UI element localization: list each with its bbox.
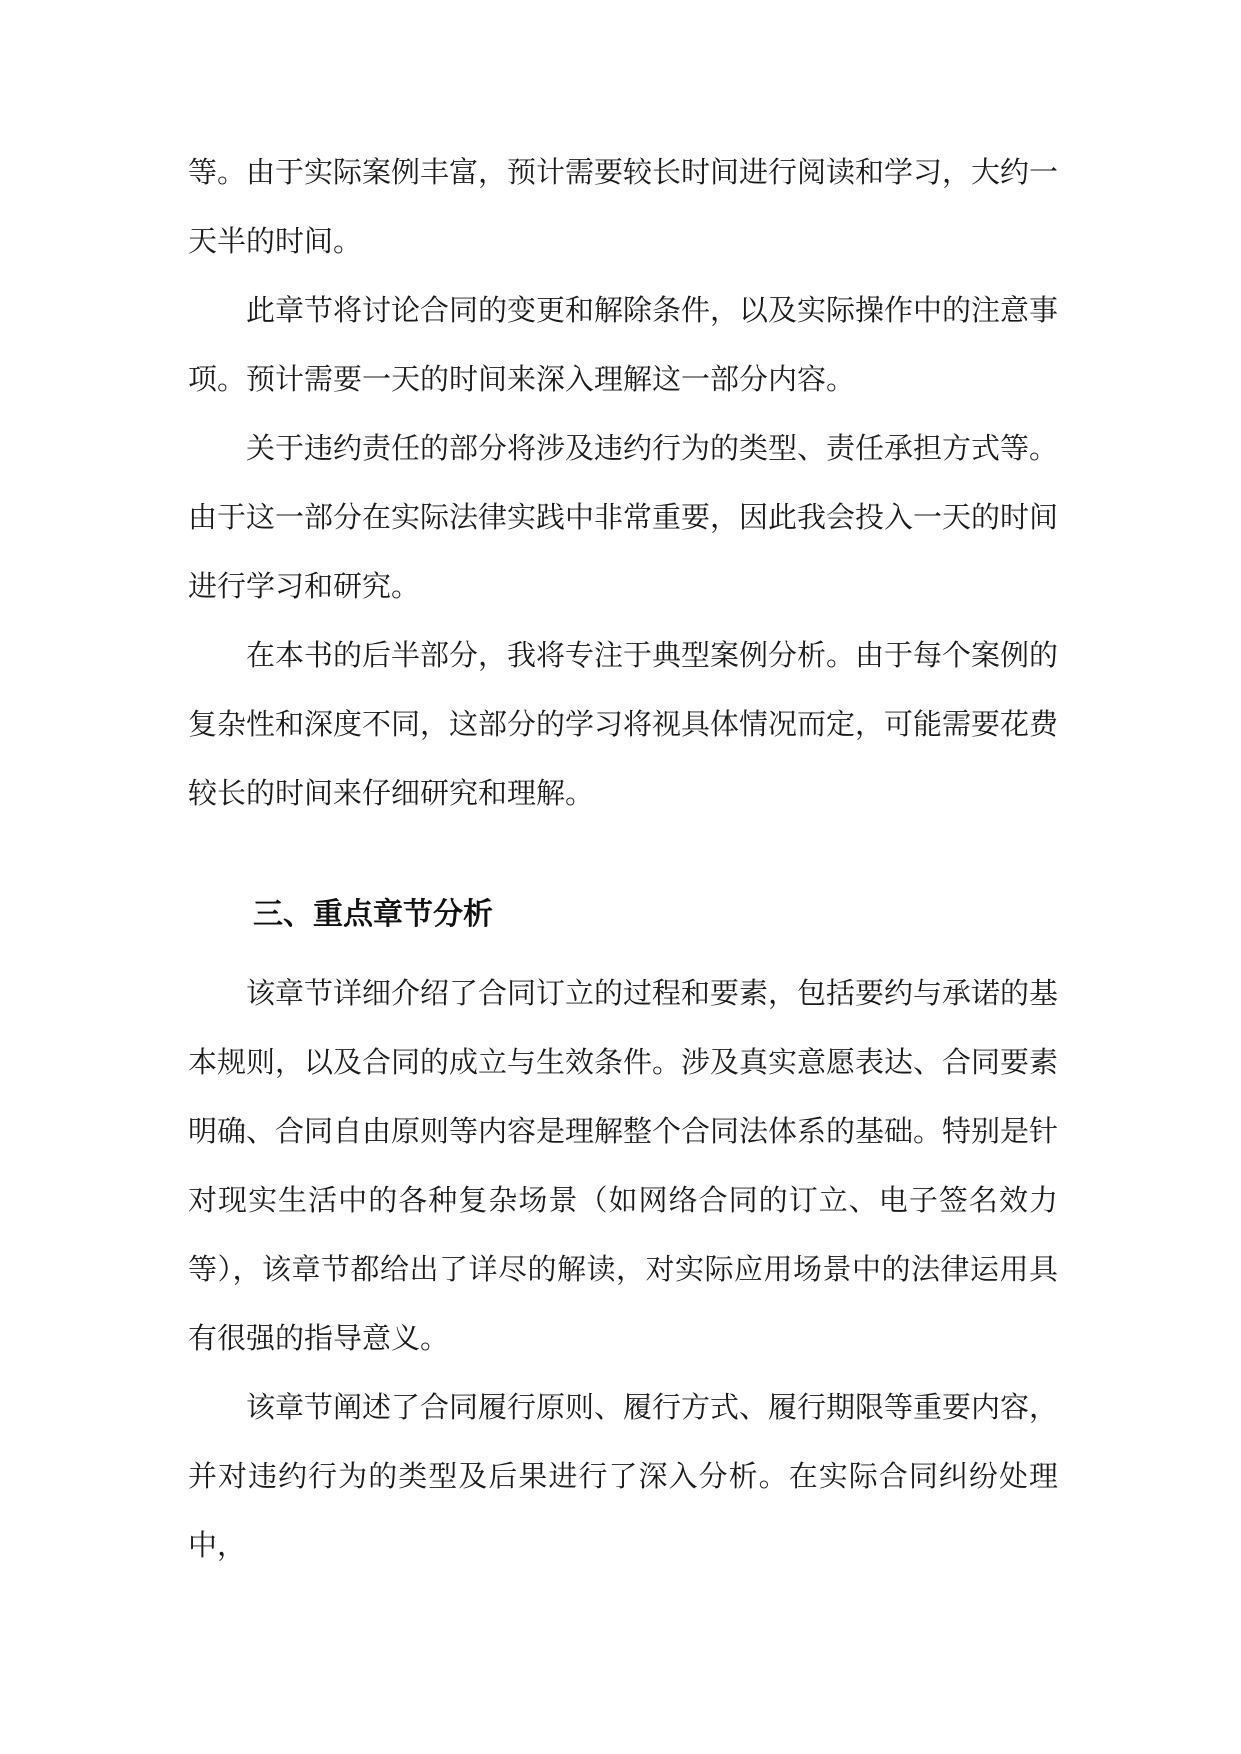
document-page (188, 138, 1058, 1580)
paragraph-breach-liability: 关于违约责任的部分将涉及违约行为的类型、责任承担方式等。由于这一部分在实际法律实践中非常重要，因此我会投入一天的时间进行学习和研究。 (188, 431, 1059, 603)
paragraph-contract-formation: 该章节详细介绍了合同订立的过程和要素，包括要约与承诺的基本规则，以及合同的成立与生效条件。涉及真实意愿表达、合同要素明确、合同自由原则等内容是理解整个合同法体系的基础。特别是针对现实生活中的各种复杂场景（如网络合同的订立、电子签名效力等），该章节都给出了详尽的解读，对实际应用场景中的法律运用具有很强的指导意义。 (188, 976, 1059, 1355)
section-heading: 三、重点章节分析 (253, 897, 493, 932)
paragraph-continuation: 等。由于实际案例丰富，预计需要较长时间进行阅读和学习，大约一天半的时间。 (188, 155, 1059, 258)
paragraph-contract-change: 此章节将讨论合同的变更和解除条件，以及实际操作中的注意事项。预计需要一天的时间来深入理解这一部分内容。 (188, 293, 1059, 396)
paragraph-contract-performance: 该章节阐述了合同履行原则、履行方式、履行期限等重要内容，并对违约行为的类型及后果进行了深入分析。在实际合同纠纷处理中， (188, 1390, 1059, 1562)
paragraph-case-analysis: 在本书的后半部分，我将专注于典型案例分析。由于每个案例的复杂性和深度不同，这部分的学习将视具体情况而定，可能需要花费较长的时间来仔细研究和理解。 (188, 638, 1059, 810)
